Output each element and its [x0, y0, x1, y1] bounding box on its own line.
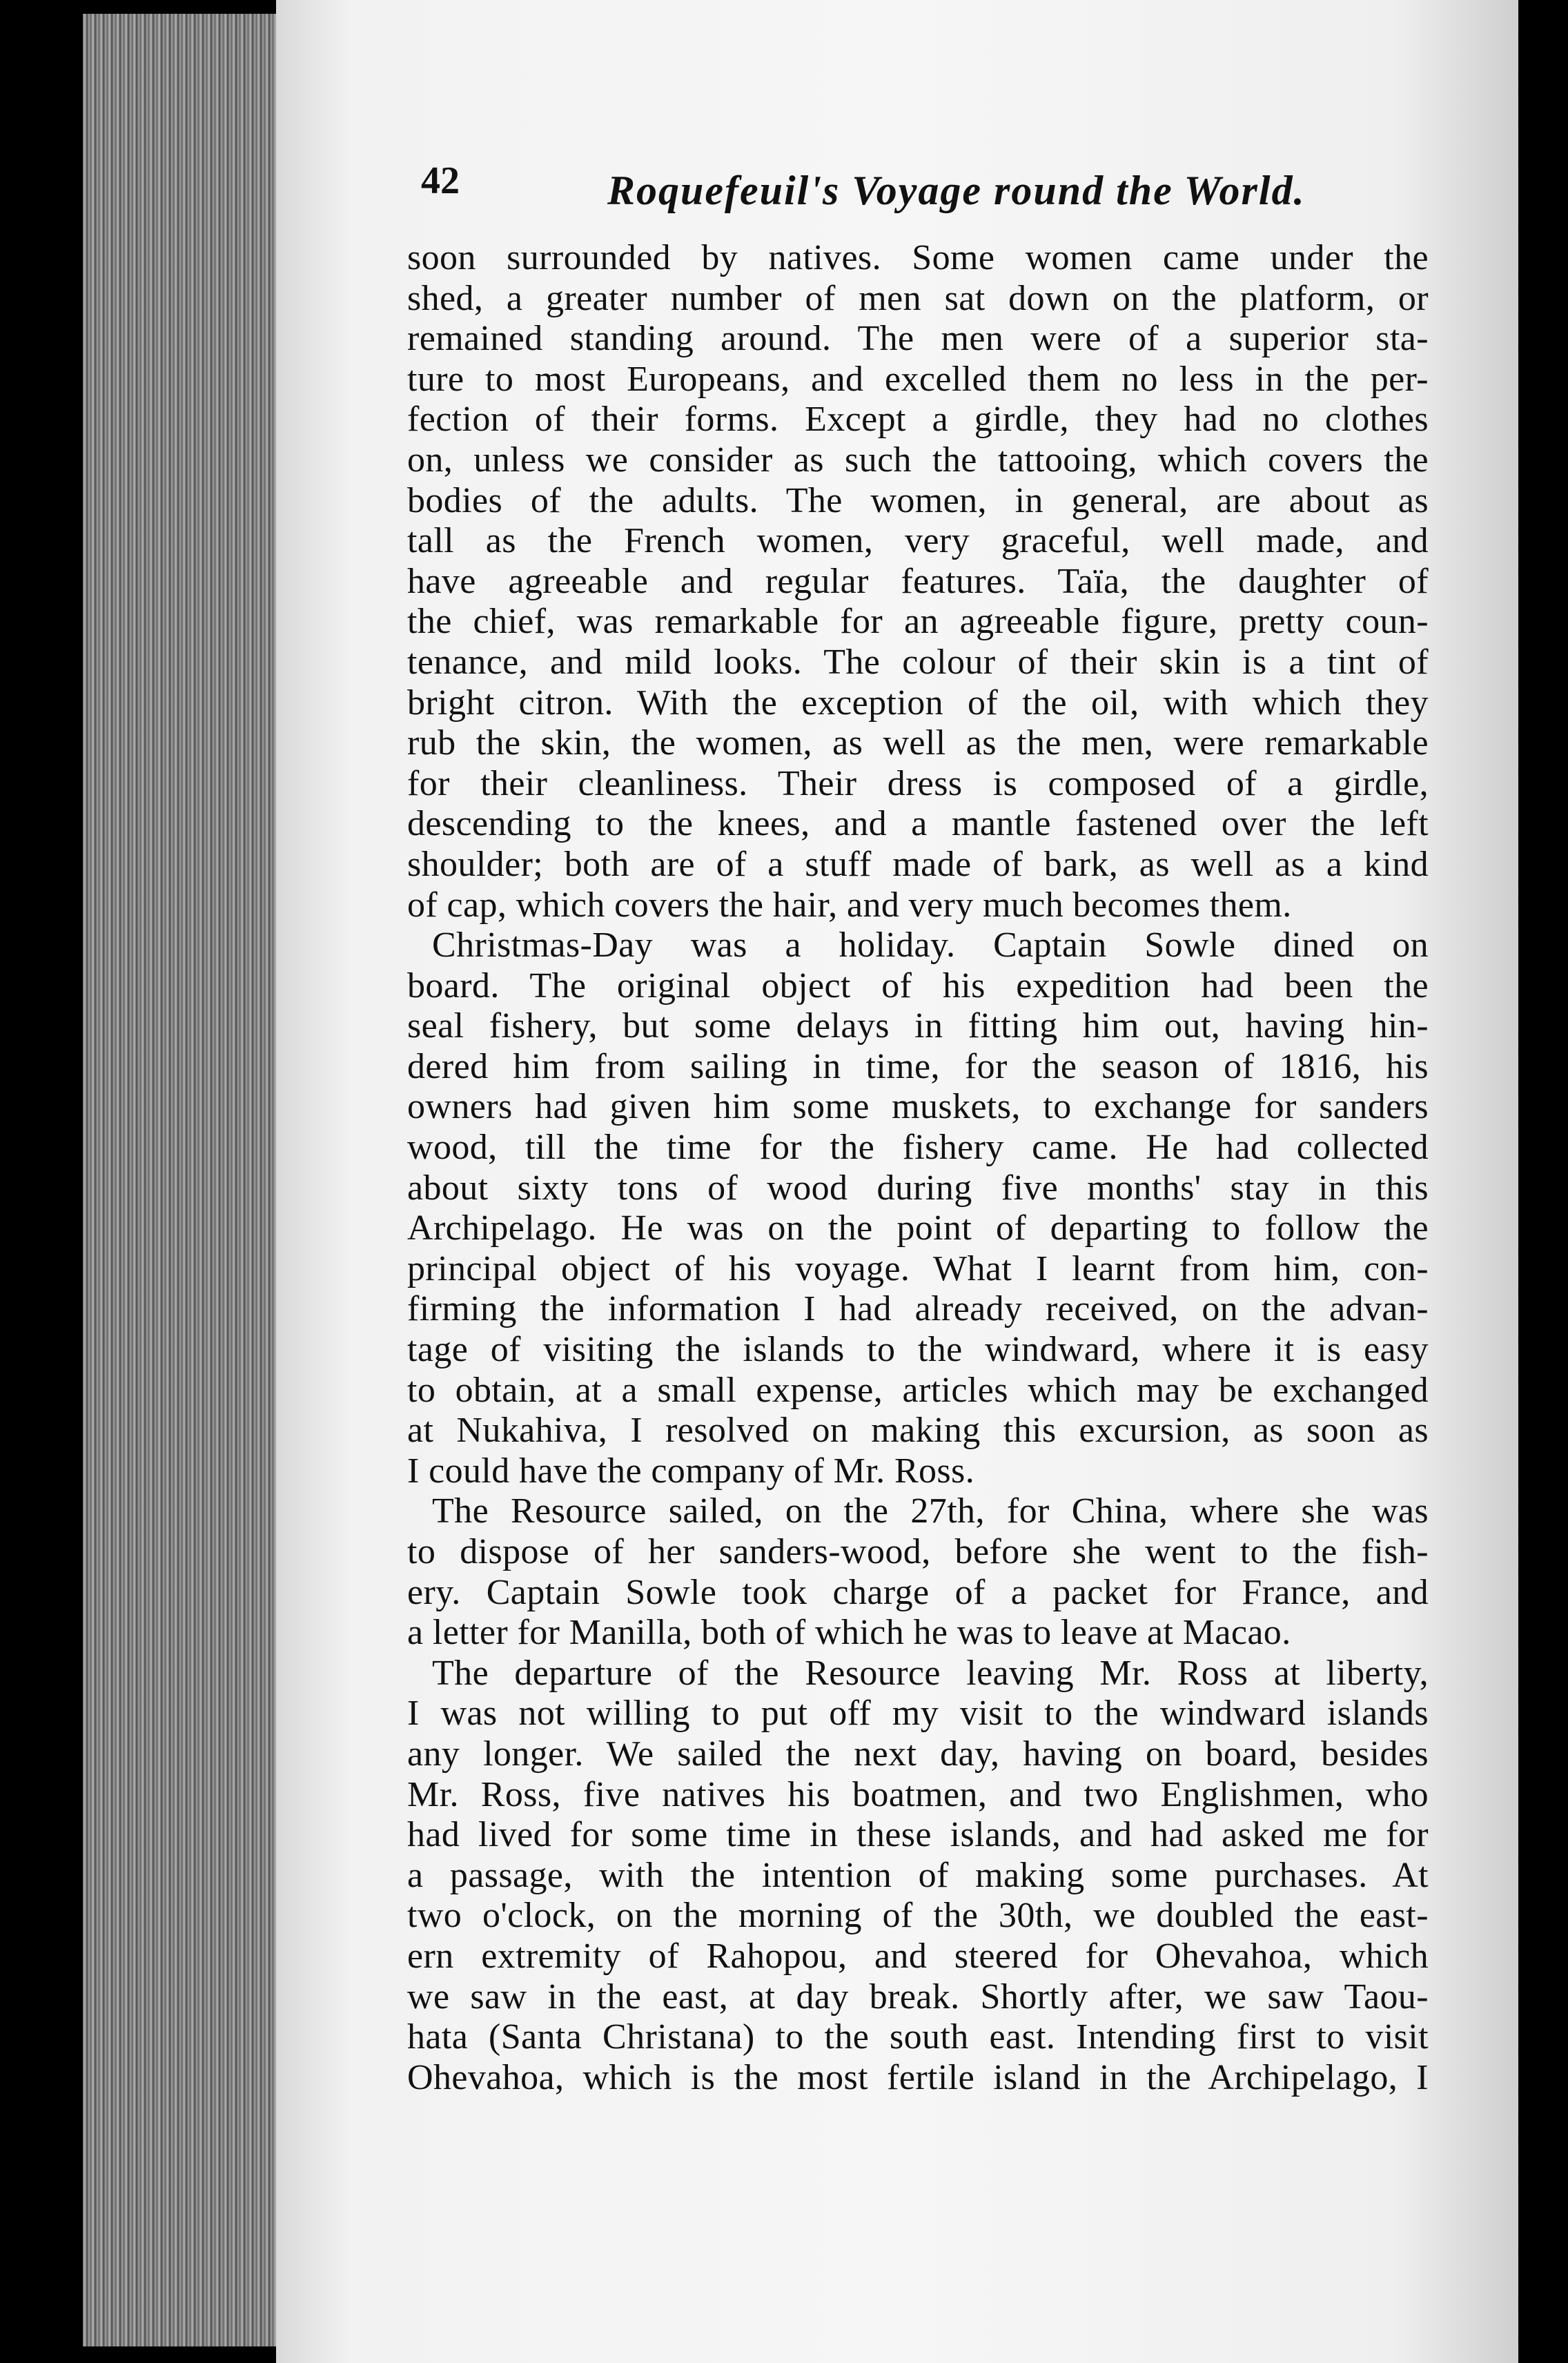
text-line: descending to the knees, and a mantle fastened over the left — [407, 804, 1429, 844]
text-line: fection of their forms. Except a girdle, they had no clothes — [407, 400, 1429, 440]
text-line: soon surrounded by natives. Some women came under the — [407, 238, 1429, 277]
text-line: Ohevahoa, which is the most fertile island in the Archipelago, I — [407, 2057, 1429, 2097]
running-head: Roquefeuil's Voyage round the World. — [607, 168, 1306, 213]
text-line: shoulder; both are of a stuff made of bark, as well as a kind — [407, 844, 1429, 884]
body-text — [407, 238, 1429, 2098]
text-line: a passage, with the intention of making some purchases. At — [407, 1855, 1429, 1895]
text-line: we saw in the east, at day break. Shortly after, we saw Taou- — [407, 1977, 1429, 2017]
text-line: of cap, which covers the hair, and very much becomes them. — [407, 885, 1292, 925]
text-line: principal object of his voyage. What I learnt from him, con- — [407, 1248, 1429, 1288]
text-line: rub the skin, the women, as well as the men, were remarkable — [407, 723, 1429, 763]
text-line: on, unless we consider as such the tattooing, which covers the — [407, 440, 1429, 480]
text-line: The Resource sailed, on the 27th, for China, where she was — [432, 1491, 1429, 1531]
text-line: hata (Santa Christana) to the south east. Intending first to visit — [407, 2017, 1429, 2057]
text-line: I was not willing to put off my visit to the windward islands — [407, 1694, 1429, 1734]
text-line: a letter for Manilla, both of which he was to leave at Macao. — [407, 1613, 1291, 1653]
text-line: tall as the French women, very graceful, well made, and — [407, 521, 1429, 561]
page — [276, 0, 1518, 2363]
text-line: to obtain, at a small expense, articles which may be exchanged — [407, 1370, 1429, 1410]
text-line: remained standing around. The men were of a superior sta- — [407, 319, 1429, 359]
text-line: Mr. Ross, five natives his boatmen, and two Englishmen, who — [407, 1774, 1429, 1814]
text-line: Archipelago. He was on the point of departing to follow the — [407, 1208, 1429, 1248]
text-line: have agreeable and regular features. Taïa, the daughter of — [407, 561, 1429, 601]
page-header — [421, 159, 1546, 242]
text-line: any longer. We sailed the next day, having on board, besides — [407, 1734, 1429, 1774]
text-line: to dispose of her sanders-wood, before she went to the fish- — [407, 1532, 1429, 1571]
text-line: for their cleanliness. Their dress is composed of a girdle, — [407, 763, 1429, 803]
text-line: I could have the company of Mr. Ross. — [407, 1451, 975, 1491]
text-line: about sixty tons of wood during five months' stay in this — [407, 1168, 1429, 1208]
text-line: had lived for some time in these islands, and had asked me for — [407, 1815, 1429, 1855]
text-line: tenance, and mild looks. The colour of their skin is a tint of — [407, 642, 1429, 682]
text-line: dered him from sailing in time, for the season of 1816, his — [407, 1046, 1429, 1086]
text-line: bright citron. With the exception of the oil, with which they — [407, 683, 1429, 723]
text-line: at Nukahiva, I resolved on making this excursion, as soon as — [407, 1411, 1429, 1451]
text-line: wood, till the time for the fishery came. He had collected — [407, 1128, 1429, 1168]
text-line: tage of visiting the islands to the windward, where it is easy — [407, 1330, 1429, 1370]
text-line: ery. Captain Sowle took charge of a packet for France, and — [407, 1572, 1429, 1612]
text-line: bodies of the adults. The women, in general, are about as — [407, 480, 1429, 520]
page-edges — [83, 14, 290, 2346]
page-number: 42 — [421, 159, 460, 202]
text-line: seal fishery, but some delays in fitting him out, having hin- — [407, 1006, 1429, 1046]
text-line: The departure of the Resource leaving Mr. Ross at liberty, — [432, 1653, 1429, 1693]
text-line: ern extremity of Rahopou, and steered for Ohevahoa, which — [407, 1936, 1429, 1976]
text-line: ture to most Europeans, and excelled them no less in the per- — [407, 359, 1429, 399]
text-line: two o'clock, on the morning of the 30th, we doubled the east- — [407, 1896, 1429, 1936]
text-line: firming the information I had already received, on the advan- — [407, 1289, 1429, 1329]
text-line: shed, a greater number of men sat down on the platform, or — [407, 278, 1429, 318]
text-line: owners had given him some muskets, to exchange for sanders — [407, 1087, 1429, 1127]
text-line: board. The original object of his expedition had been the — [407, 965, 1429, 1006]
text-line: the chief, was remarkable for an agreeable figure, pretty coun- — [407, 602, 1429, 642]
text-line: Christmas-Day was a holiday. Captain Sowle dined on — [432, 925, 1429, 965]
